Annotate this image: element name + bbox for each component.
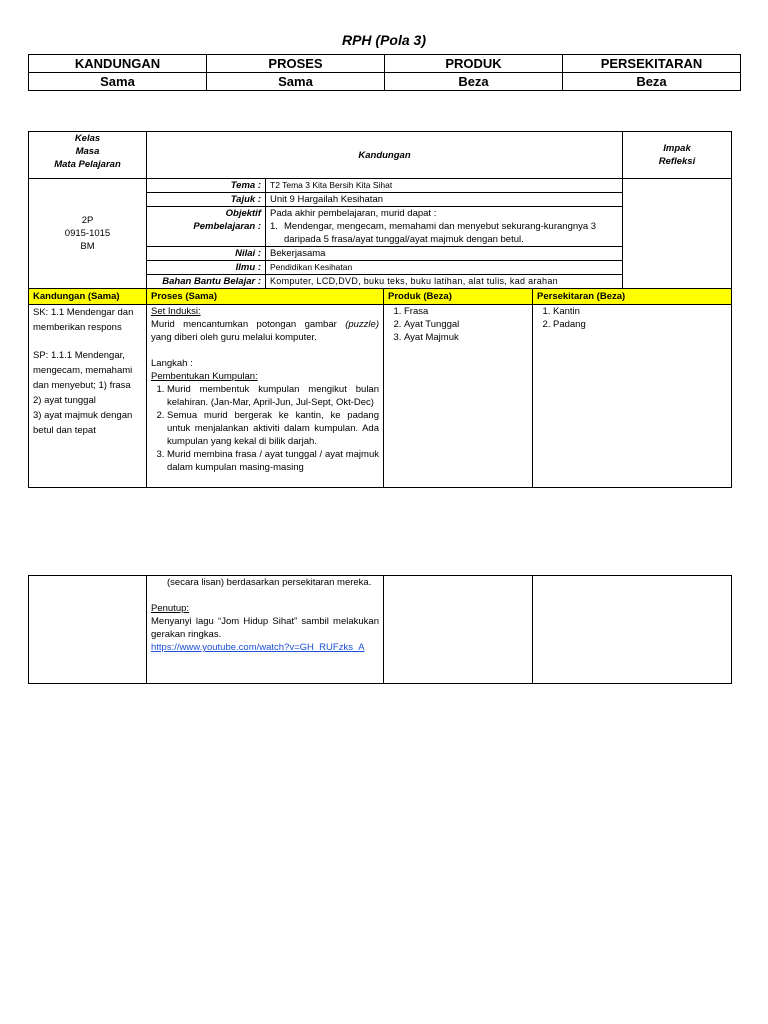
header-impak: Impak [663, 143, 691, 154]
penutup-text: Menyanyi lagu “Jom Hidup Sihat” sambil melakukan gerakan ringkas. [151, 616, 379, 640]
objektif-item [270, 220, 618, 246]
objektif-label-line2: Pembelajaran : [193, 221, 261, 232]
kandungan-sp-2: 2) ayat tunggal [33, 395, 96, 406]
summary-table [28, 54, 741, 91]
lesson-plan-table [28, 131, 732, 488]
header-impak-refleksi [623, 132, 732, 179]
nilai-value: Bekerjasama [266, 247, 623, 261]
summary-header-persekitaran: PERSEKITARAN [563, 55, 741, 73]
summary-value-produk: Beza [385, 73, 563, 91]
header-class-info [29, 132, 147, 179]
kandungan-sama-header: Kandungan (Sama) [29, 289, 147, 305]
bahan-label: Bahan Bantu Belajar : [147, 275, 266, 289]
summary-value-kandungan: Sama [29, 73, 207, 91]
produk-item: 2. Ayat Tunggal [404, 318, 528, 331]
nilai-label: Nilai : [147, 247, 266, 261]
objektif-intro: Pada akhir pembelajaran, murid dapat : [270, 208, 437, 219]
bahan-value: Komputer, LCD,DVD, buku teks, buku latihan, alat tulis, kad arahan [266, 275, 623, 289]
set-induksi-text [151, 318, 379, 344]
tajuk-value: Unit 9 Hargailah Kesihatan [266, 193, 623, 207]
header-kandungan: Kandungan [147, 132, 623, 179]
produk-beza-header: Produk (Beza) [384, 289, 533, 305]
produk-cell-continued [384, 576, 533, 684]
objektif-label-line1: Objektif [225, 208, 261, 219]
set-induksi-text-a: Murid mencantumkan potongan gambar [151, 319, 346, 330]
proses-steps [151, 383, 379, 474]
persekitaran-item: 1. Kantin [553, 305, 727, 318]
langkah-label: Langkah : [151, 358, 193, 369]
kandungan-cell [29, 305, 147, 488]
proses-step: 2. Semua murid bergerak ke kantin, ke padang untuk menjalankan aktiviti dalam kumpulan. Ada kumpulan yang kekal di bilik darjah. [167, 409, 379, 448]
proses-cell-continued [147, 576, 384, 684]
tema-label: Tema : [147, 179, 266, 193]
kandungan-cell-continued [29, 576, 147, 684]
kandungan-sp-3: 3) ayat majmuk dengan betul dan tepat [33, 410, 133, 436]
tema-value: T2 Tema 3 Kita Bersih Kita Sihat [266, 179, 623, 193]
header-kelas: Kelas [74, 133, 101, 144]
objektif-value [266, 207, 623, 247]
objektif-item-number: 1. [270, 221, 278, 232]
persekitaran-item: 2. Padang [553, 318, 727, 331]
ilmu-value: Pendidikan Kesihatan [266, 261, 623, 275]
persekitaran-cell-continued [533, 576, 732, 684]
class-subject: BM [80, 241, 95, 252]
class-details [29, 179, 147, 289]
proses-sama-header: Proses (Sama) [147, 289, 384, 305]
class-name: 2P [81, 215, 94, 226]
set-induksi-puzzle: (puzzle) [345, 319, 379, 330]
produk-cell [384, 305, 533, 488]
kandungan-sk: SK: 1.1 Mendengar dan memberikan respons [33, 307, 134, 333]
header-refleksi: Refleksi [658, 156, 696, 167]
produk-item: 3. Ayat Majmuk [404, 331, 528, 344]
impak-refleksi-cell [623, 179, 732, 289]
objektif-item-text: Mendengar, mengecam, memahami dan menyebut sekurang-kurangnya 3 daripada 5 frasa/ayat tunggal/ayat majmuk dengan betul. [284, 221, 597, 245]
proses-cell [147, 305, 384, 488]
proses-step-continued: (secara lisan) berdasarkan persekitaran mereka. [167, 577, 372, 588]
set-induksi-title: Set Induksi: [151, 306, 201, 317]
summary-value-proses: Sama [207, 73, 385, 91]
penutup-title: Penutup: [151, 603, 190, 614]
ilmu-label: Ilmu : [147, 261, 266, 275]
lesson-plan-table-continued [28, 575, 732, 684]
produk-item: 1. Frasa [404, 305, 528, 318]
pembentukan-title: Pembentukan Kumpulan: [151, 371, 258, 382]
tajuk-label: Tajuk : [147, 193, 266, 207]
summary-header-proses: PROSES [207, 55, 385, 73]
summary-header-produk: PRODUK [385, 55, 563, 73]
persekitaran-list [537, 305, 727, 331]
persekitaran-cell [533, 305, 732, 488]
proses-step: 3. Murid membina frasa / ayat tunggal / ayat majmuk dalam kumpulan masing-masing [167, 448, 379, 474]
header-mata-pelajaran: Mata Pelajaran [54, 159, 121, 170]
youtube-link[interactable]: https://www.youtube.com/watch?v=GH_RUFzks_A [151, 642, 365, 653]
objektif-label [147, 207, 266, 247]
header-masa: Masa [75, 146, 100, 157]
summary-header-kandungan: KANDUNGAN [29, 55, 207, 73]
summary-value-persekitaran: Beza [563, 73, 741, 91]
kandungan-sp: SP: 1.1.1 Mendengar, mengecam, memahami dan menyebut; 1) frasa [33, 350, 133, 391]
page-title: RPH (Pola 3) [341, 32, 426, 48]
produk-list [388, 305, 528, 344]
set-induksi-text-b: yang diberi oleh guru melalui komputer. [151, 332, 317, 343]
class-time: 0915-1015 [64, 228, 111, 239]
persekitaran-beza-header: Persekitaran (Beza) [533, 289, 732, 305]
proses-step: 1. Murid membentuk kumpulan mengikut bulan kelahiran. (Jan-Mar, April-Jun, Jul-Sept, Okt-Dec) [167, 383, 379, 409]
